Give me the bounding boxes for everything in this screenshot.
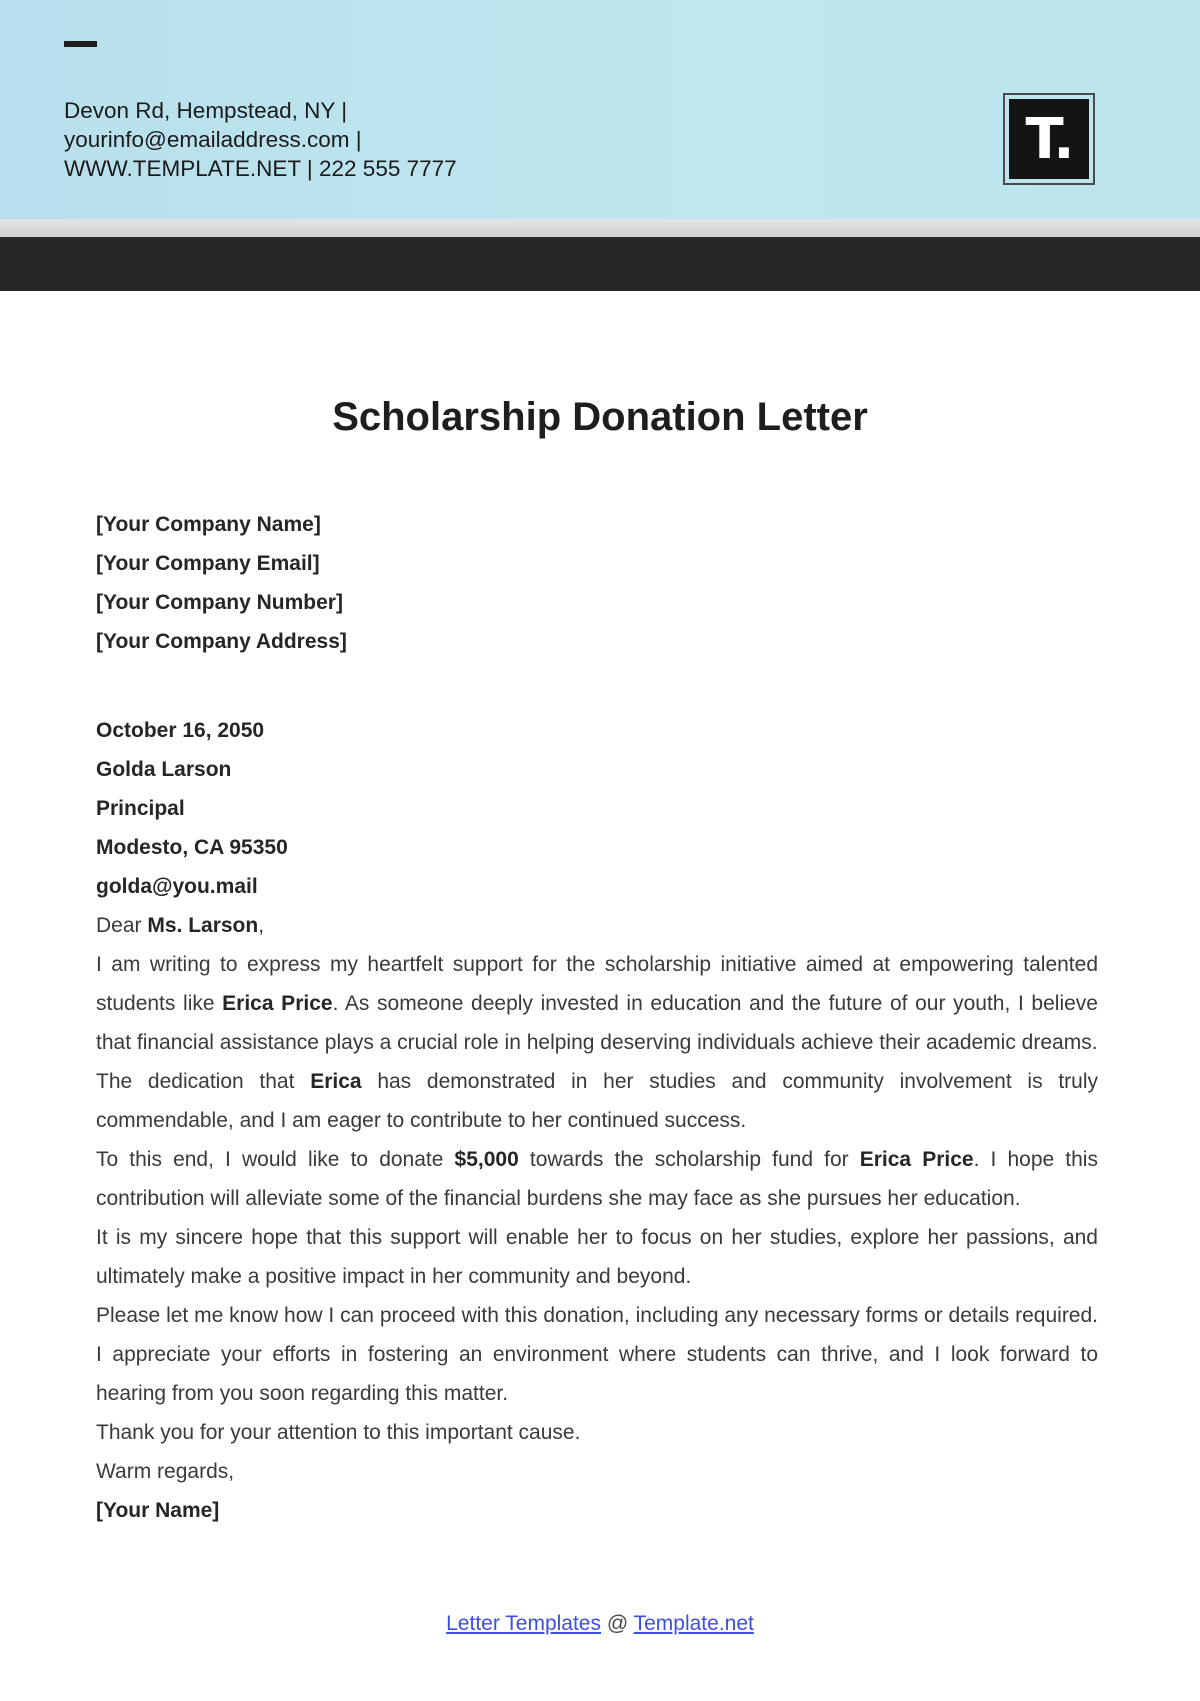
p1-text-a: I am writing to express my heartfelt support for the scholarship initiative aimed at empowering talented students like xyxy=(96,953,1098,1015)
p3-donation-amount: $5,000 xyxy=(454,1148,519,1171)
signature-name: [Your Name] xyxy=(96,1499,220,1522)
header-band xyxy=(0,0,1200,219)
contact-line-address: Devon Rd, Hempstead, NY | xyxy=(64,98,348,123)
p3-student-name: Erica Price xyxy=(859,1148,974,1171)
header-dash xyxy=(64,41,97,47)
page-title: Scholarship Donation Letter xyxy=(332,395,868,439)
salutation xyxy=(96,906,1098,945)
salutation-prefix: Dear xyxy=(96,914,148,937)
paragraph-5: Please let me know how I can proceed with this donation, including any necessary forms or details required. I appreciate your efforts in fostering an environment where students can thrive, and I look forward to hearing from you soon regarding this matter. xyxy=(96,1304,1098,1405)
salutation-name: Ms. Larson xyxy=(147,914,259,937)
dark-band xyxy=(0,237,1200,291)
p1-text-c: . As someone deeply invested in education and the future of our youth, I believe that financial assistance plays a crucial role in helping deserving individuals achieve their academic dreams. xyxy=(96,992,1098,1054)
p1-student-name: Erica Price xyxy=(222,992,333,1015)
footer-link-template-net[interactable]: Template.net xyxy=(633,1612,754,1635)
logo xyxy=(1003,93,1095,185)
recipient-name: Golda Larson xyxy=(96,758,232,781)
p2-text-c: has demonstrated in her studies and community involvement is truly commendable, and I am eager to contribute to her continued success. xyxy=(96,1070,1098,1132)
contact-line-email: yourinfo@emailaddress.com | xyxy=(64,127,362,152)
paragraph-3 xyxy=(96,1140,1098,1218)
paragraph-2 xyxy=(96,1062,1098,1140)
sender-company-address: [Your Company Address] xyxy=(96,630,347,653)
logo-mark: T. xyxy=(1009,99,1089,179)
contact-info xyxy=(64,96,457,183)
letter-body xyxy=(96,505,1098,1530)
sender-company-email: [Your Company Email] xyxy=(96,552,320,575)
p2-student-first-name: Erica xyxy=(310,1070,362,1093)
spacer xyxy=(96,661,1098,711)
paragraph-4: It is my sincere hope that this support will enable her to focus on her studies, explore her passions, and ultimately make a positive impact in her community and beyond. xyxy=(96,1226,1098,1288)
header-divider-strip xyxy=(0,219,1200,237)
footer xyxy=(0,1612,1200,1636)
paragraph-6: Thank you for your attention to this important cause. xyxy=(96,1421,581,1444)
closing-phrase: Warm regards, xyxy=(96,1460,235,1483)
recipient-email: golda@you.mail xyxy=(96,875,258,898)
footer-link-letter-templates[interactable]: Letter Templates xyxy=(446,1612,601,1635)
paragraph-1 xyxy=(96,945,1098,1062)
recipient-location: Modesto, CA 95350 xyxy=(96,836,288,859)
footer-separator: @ xyxy=(601,1612,634,1635)
contact-line-web-phone: WWW.TEMPLATE.NET | 222 555 7777 xyxy=(64,156,457,181)
p3-text-e: . I hope this contribution will alleviate some of the financial burdens she may face as she pursues her education. xyxy=(96,1148,1098,1210)
p3-text-c: towards the scholarship fund for xyxy=(518,1148,860,1171)
p3-text-a: To this end, I would like to donate xyxy=(96,1148,455,1171)
sender-company-name: [Your Company Name] xyxy=(96,513,321,536)
sender-company-number: [Your Company Number] xyxy=(96,591,343,614)
p2-text-a: The dedication that xyxy=(96,1070,311,1093)
salutation-suffix: , xyxy=(258,914,265,937)
letter-date: October 16, 2050 xyxy=(96,719,265,742)
recipient-title: Principal xyxy=(96,797,185,820)
